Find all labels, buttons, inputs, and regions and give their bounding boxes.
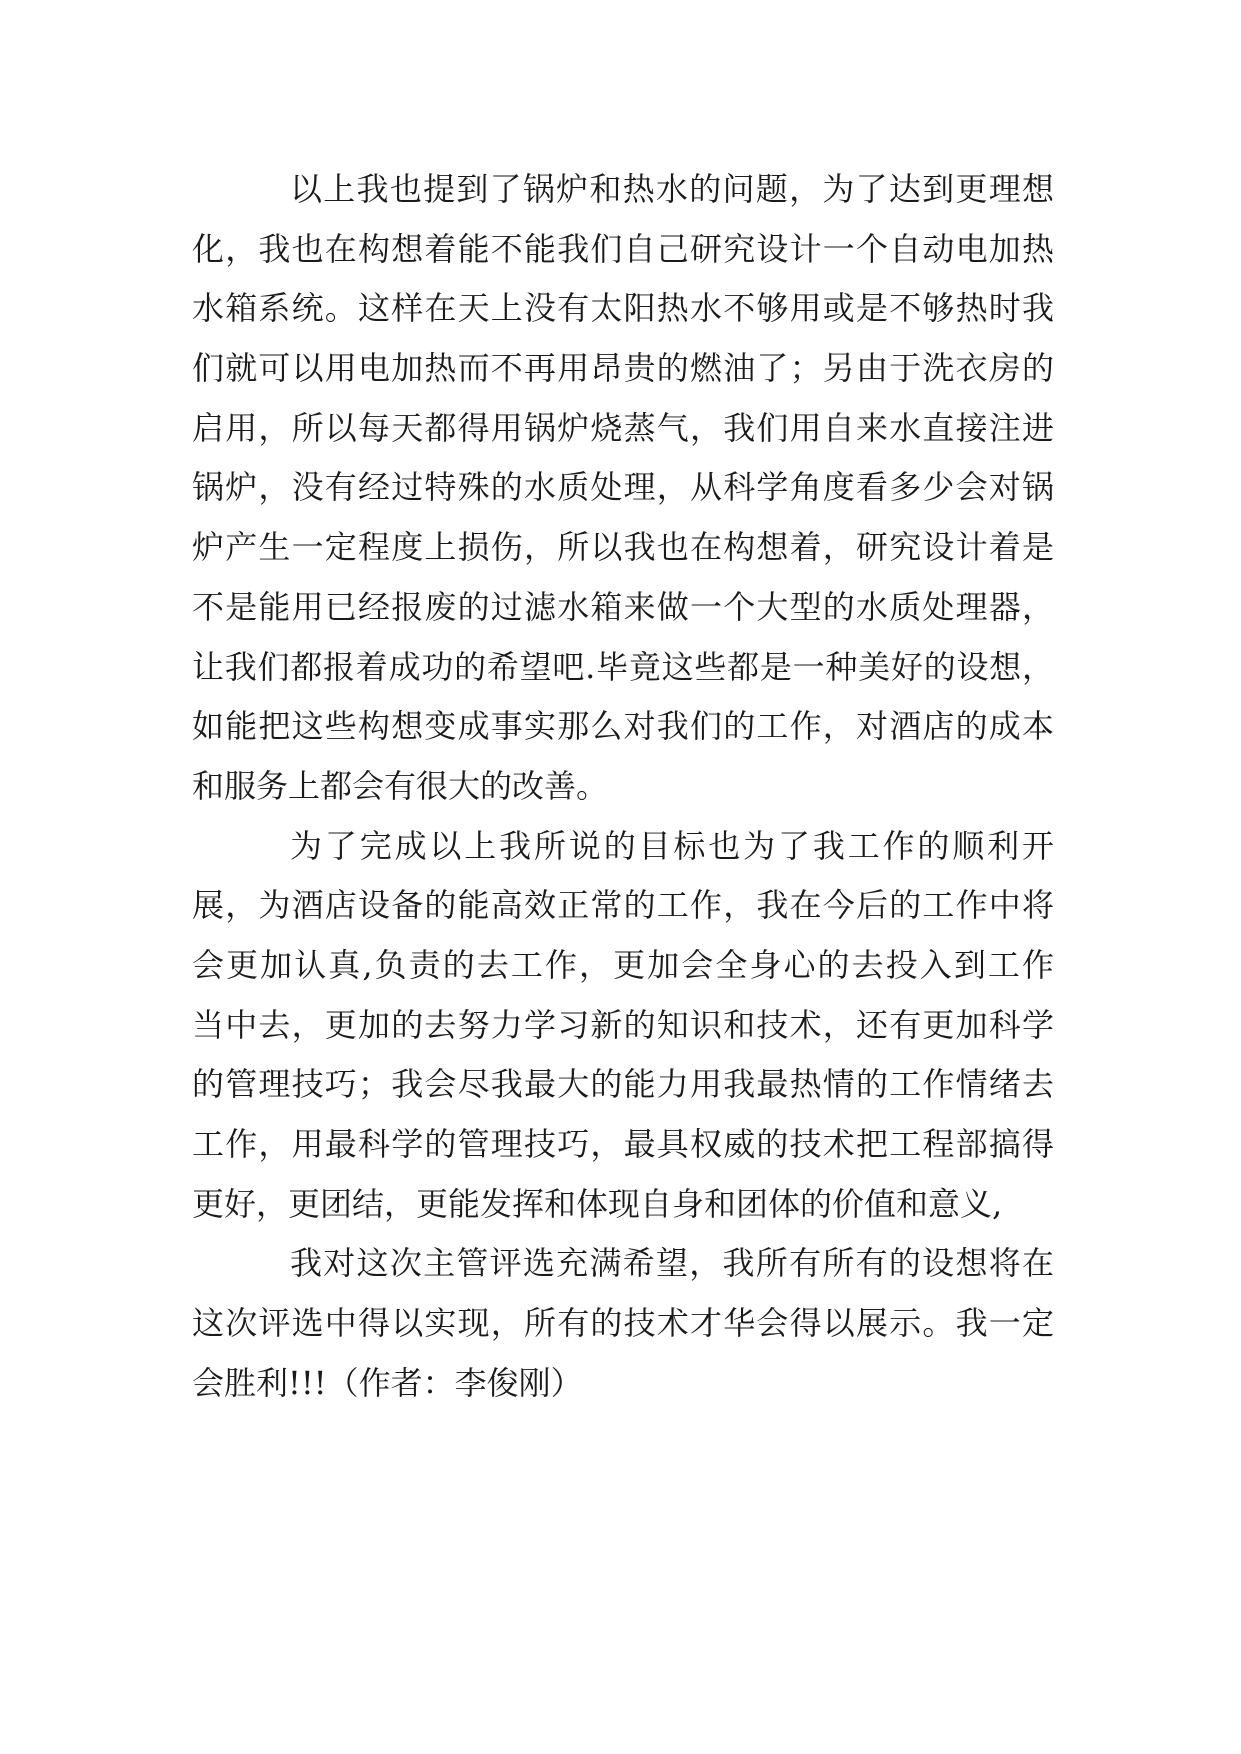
text-line: 我对这次主管评选充满希望，我所有所有的设想将在: [290, 1244, 1054, 1283]
text-line: 化，我也在构想着能不能我们自己研究设计一个自动电加热: [192, 229, 1054, 268]
text-line: 为了完成以上我所说的目标也为了我工作的顺利开: [290, 826, 1054, 865]
text-line: 们就可以用电加热而不再用昂贵的燃油了；另由于洗衣房的: [192, 349, 1054, 388]
text-line: 以上我也提到了锅炉和热水的问题，为了达到更理想: [290, 170, 1054, 208]
paragraph-1: [192, 160, 1054, 817]
text-line: 和服务上都会有很大的改善。: [192, 766, 609, 805]
text-line: 展，为酒店设备的能高效正常的工作，我在今后的工作中将: [192, 886, 1054, 925]
text-line: 启用，所以每天都得用锅炉烧蒸气，我们用自来水直接注进: [192, 408, 1054, 447]
text-line: 不是能用已经报废的过滤水箱来做一个大型的水质处理器，: [192, 587, 1054, 626]
text-line: 更好，更团结，更能发挥和体现自身和团体的价值和意义,: [192, 1184, 1003, 1223]
text-line: 炉产生一定程度上损伤，所以我也在构想着，研究设计着是: [192, 528, 1054, 567]
text-line: 这次评选中得以实现，所有的技术才华会得以展示。我一定: [192, 1304, 1054, 1343]
text-line: 锅炉，没有经过特殊的水质处理，从科学角度看多少会对锅: [192, 468, 1054, 507]
document-body: [192, 160, 1054, 1413]
text-line: 会胜利!!!（作者：李俊刚）: [192, 1363, 583, 1402]
text-line: 当中去，更加的去努力学习新的知识和技术，还有更加科学: [192, 1005, 1054, 1044]
paragraph-3: [192, 1234, 1054, 1413]
text-line: 让我们都报着成功的希望吧.毕竟这些都是一种美好的设想，: [192, 647, 1054, 686]
paragraph-2: [192, 817, 1054, 1235]
text-line: 水箱系统。这样在天上没有太阳热水不够用或是不够热时我: [192, 289, 1054, 328]
text-line: 工作，用最科学的管理技巧，最具权威的技术把工程部搞得: [192, 1125, 1054, 1163]
text-line: 的管理技巧；我会尽我最大的能力用我最热情的工作情绪去: [192, 1065, 1054, 1104]
text-line: 会更加认真,负责的去工作，更加会全身心的去投入到工作: [192, 945, 1054, 984]
text-line: 如能把这些构想变成事实那么对我们的工作，对酒店的成本: [192, 707, 1054, 746]
